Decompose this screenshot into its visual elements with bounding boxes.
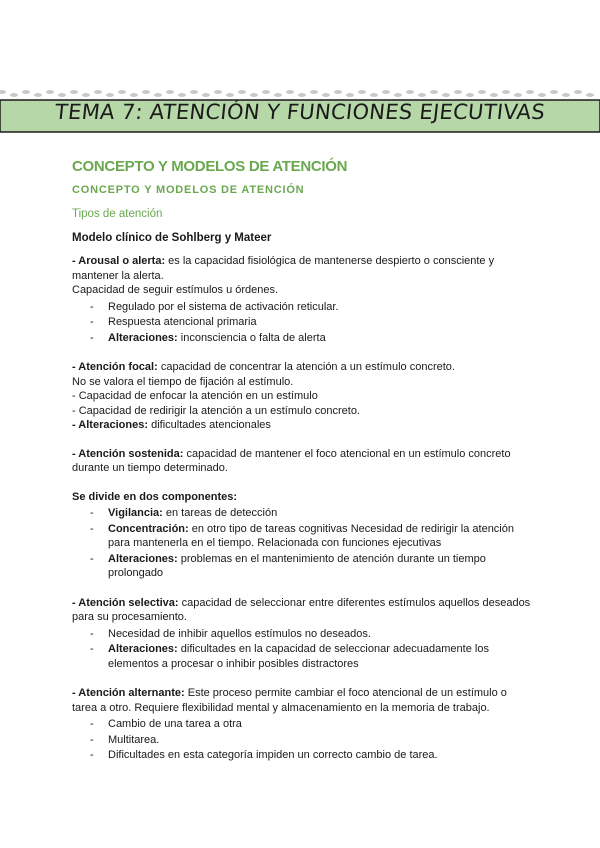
sostenida-desc: capacidad de mantener el foco atencional en un estímulo concreto durante un tiempo determinado.	[72, 447, 511, 474]
componentes-list	[72, 506, 532, 581]
band-pattern-dot	[94, 90, 102, 94]
band-pattern-dot	[514, 93, 522, 97]
model-title: Modelo clínico de Sohlberg y Mateer	[72, 231, 272, 244]
band-pattern-dot	[0, 90, 6, 94]
band-pattern-dot	[250, 93, 258, 97]
focal-paragraph	[72, 360, 532, 375]
band-pattern-dot	[394, 93, 402, 97]
topic-heading: Tipos de atención	[72, 208, 163, 220]
document-body	[72, 160, 532, 764]
list-item-text: dificultades en la capacidad de seleccionar adecuadamente los elementos a procesar o inhibir posibles distractores	[108, 643, 489, 670]
selectiva-list	[72, 627, 532, 672]
band-pattern-dot	[262, 90, 270, 94]
list-item: - Necesidad de inhibir aquellos estímulos no deseados.	[72, 627, 532, 642]
arousal-label: - Arousal o alerta:	[72, 255, 166, 267]
band-pattern-dot	[10, 93, 18, 97]
band-pattern-dot	[154, 93, 162, 97]
list-item-text: problemas en el mantenimiento de atención durante un tiempo prolongado	[108, 552, 486, 579]
sostenida-label: - Atención sostenida:	[72, 447, 184, 460]
section-heading: CONCEPTO Y MODELOS DE ATENCIÓN	[72, 158, 348, 175]
list-item	[72, 506, 532, 521]
list-item-label: Alteraciones:	[108, 331, 178, 344]
band-pattern-dot	[238, 90, 246, 94]
band-pattern-dot	[298, 93, 306, 97]
list-item: - Respuesta atencional primaria	[72, 315, 532, 330]
band-pattern-dot	[166, 90, 174, 94]
focal-line4: - Capacidad de redirigir la atención a un estímulo concreto.	[72, 404, 360, 417]
band-pattern-dot	[214, 90, 222, 94]
band-pattern-dot	[82, 93, 90, 97]
list-item-text: en otro tipo de tareas cognitivas Necesidad de redirigir la atención para mantenerla en el tiempo. Relacionada con funciones ejecutivas	[108, 522, 514, 549]
band-pattern-dot	[322, 93, 330, 97]
list-item-label: Alteraciones:	[108, 552, 178, 565]
band-pattern-dot	[22, 90, 30, 94]
focal-line2: No se valora el tiempo de fijación al estímulo.	[72, 375, 294, 388]
list-item	[72, 331, 532, 346]
selectiva-desc: capacidad de seleccionar entre diferentes estímulos aquellos deseados para su procesamiento.	[72, 596, 531, 623]
band-pattern-dot	[274, 93, 282, 97]
arousal-list	[72, 300, 532, 346]
band-pattern-dot	[130, 93, 138, 97]
arousal-desc: es la capacidad fisiológica de mantenerse despierto o consciente y mantener la alerta.	[72, 255, 495, 282]
focal-alterations	[72, 418, 532, 433]
band-pattern-dot	[466, 93, 474, 97]
list-item: - Regulado por el sistema de activación reticular.	[72, 300, 532, 315]
alternante-label: - Atención alternante:	[72, 687, 185, 699]
band-pattern-dot	[454, 90, 462, 94]
list-item	[72, 522, 532, 551]
band-pattern-dot	[334, 90, 342, 94]
band-pattern-dot	[526, 90, 534, 94]
list-item-text: inconsciencia o falta de alerta	[177, 331, 326, 344]
band-pattern-dot	[586, 93, 594, 97]
band-pattern-dot	[178, 93, 186, 97]
list-item-text: en tareas de detección	[162, 507, 278, 519]
band-pattern-dot	[490, 93, 498, 97]
band-pattern-dot	[382, 90, 390, 94]
band-pattern-dot	[562, 93, 570, 97]
band-pattern-dot	[550, 90, 558, 94]
list-item: - Multitarea.	[72, 733, 532, 748]
band-pattern-dot	[226, 93, 234, 97]
band-pattern-dot	[574, 90, 582, 94]
alternante-list	[72, 717, 532, 763]
band-pattern-dot	[70, 90, 78, 94]
list-item-label: Vigilancia:	[108, 507, 163, 519]
band-pattern-dot	[442, 93, 450, 97]
list-item	[72, 552, 532, 581]
band-pattern-dot	[346, 93, 354, 97]
list-item	[72, 642, 532, 671]
arousal-paragraph	[72, 254, 532, 283]
focal-alt-text: dificultades atencionales	[148, 419, 271, 431]
focal-line3: - Capacidad de enfocar la atención en un estímulo	[72, 390, 318, 402]
arousal-line2: Capacidad de seguir estímulos u órdenes.	[72, 284, 279, 296]
band-pattern-dot	[430, 90, 438, 94]
band-pattern-dot	[418, 93, 426, 97]
band-pattern-dot	[310, 90, 318, 94]
band-pattern-dot	[202, 93, 210, 97]
focal-desc: capacidad de concentrar la atención a un estímulo concreto.	[157, 361, 455, 373]
selectiva-label: - Atención selectiva:	[72, 596, 179, 609]
band-pattern-dot	[118, 90, 126, 94]
band-pattern-dot	[190, 90, 198, 94]
band-pattern-dot	[46, 90, 54, 94]
band-pattern-dot	[106, 93, 114, 97]
band-pattern-dot	[502, 90, 510, 94]
band-pattern-dot	[478, 90, 486, 94]
focal-alt-label: - Alteraciones:	[72, 419, 149, 431]
focal-label: - Atención focal:	[72, 361, 158, 373]
band-pattern-dot	[142, 90, 150, 94]
alternante-paragraph	[72, 686, 532, 715]
band-pattern-dot	[286, 90, 294, 94]
band-pattern-dot	[370, 93, 378, 97]
list-item: - Dificultades en esta categoría impiden un correcto cambio de tarea.	[72, 748, 532, 763]
band-pattern-dot	[34, 93, 42, 97]
page-title: TEMA 7: ATENCIÓN Y FUNCIONES EJECUTIVAS	[53, 100, 547, 124]
list-item: - Cambio de una tarea a otra	[72, 717, 532, 732]
componentes-title	[72, 490, 532, 505]
list-item-label: Alteraciones:	[108, 643, 178, 655]
subsection-heading: CONCEPTO Y MODELOS DE ATENCIÓN	[72, 183, 305, 196]
band-pattern-dot	[58, 93, 66, 97]
alternante-desc: Este proceso permite cambiar el foco atencional de un estímulo o tarea a otro. Requiere flexibilidad mental y almacenamiento en la memoria de trabajo.	[72, 687, 507, 714]
sostenida-paragraph	[72, 447, 532, 476]
selectiva-paragraph	[72, 596, 532, 625]
componentes-title-text: Se divide en dos componentes:	[72, 490, 238, 503]
band-pattern-dot	[358, 90, 366, 94]
band-pattern-dot	[538, 93, 546, 97]
band-pattern-dot	[406, 90, 414, 94]
list-item-label: Concentración:	[108, 522, 189, 535]
